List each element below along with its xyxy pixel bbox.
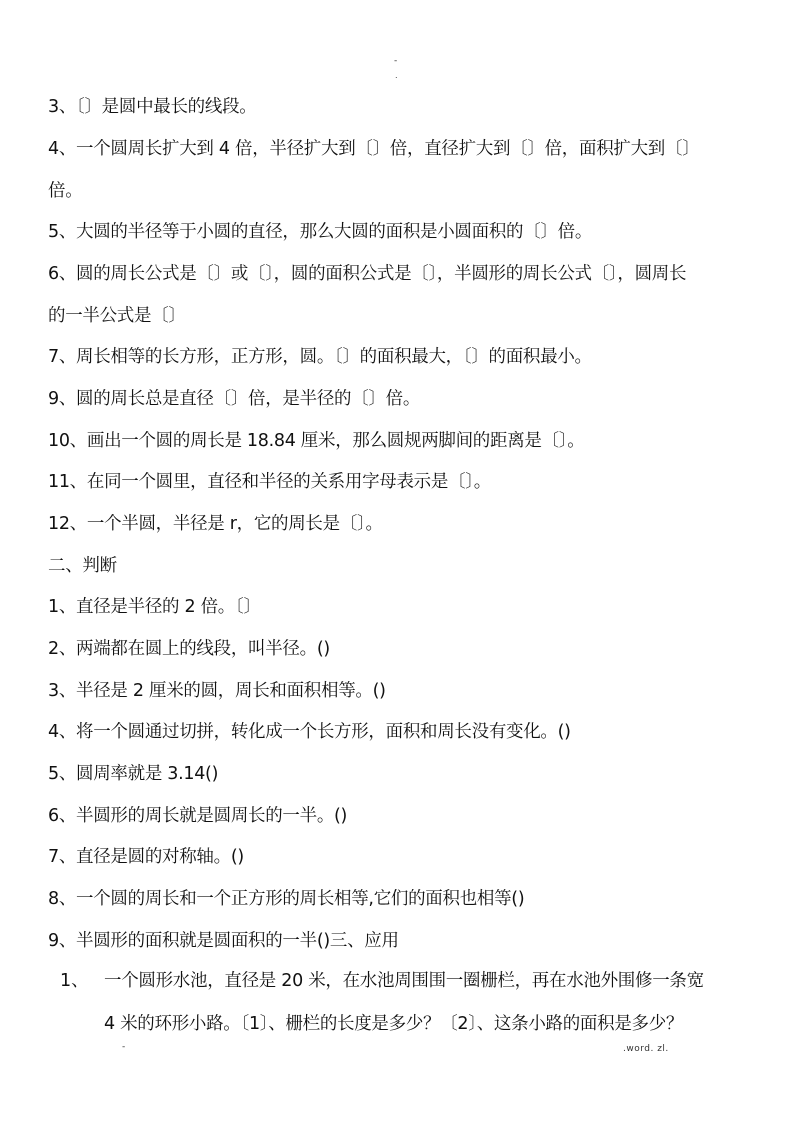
application-question-line: 4 米的环形小路。〔1〕、栅栏的长度是多少？〔2〕、这条小路的面积是多少？: [104, 1014, 684, 1034]
judge-item: 5、圆周率就是 3.14(): [48, 764, 219, 784]
question-line: 4、一个圆周长扩大到 4 倍，半径扩大到〔〕倍，直径扩大到〔〕倍，面积扩大到〔〕: [48, 139, 700, 159]
question-line: 倍。: [48, 181, 83, 201]
application-number: 1、: [60, 971, 89, 991]
judge-item: 7、直径是圆的对称轴。(): [48, 847, 244, 867]
question-line: 7、周长相等的长方形，正方形，圆。〔〕的面积最大，〔〕的面积最小。: [48, 347, 592, 367]
judge-item: 1、直径是半径的 2 倍。〔〕: [48, 597, 261, 617]
question-line: 的一半公式是〔〕: [48, 306, 186, 326]
judge-item: 4、将一个圆通过切拼，转化成一个长方形，面积和周长没有变化。(): [48, 722, 571, 742]
question-line: 11、在同一个圆里，直径和半径的关系用字母表示是〔〕。: [48, 472, 491, 492]
judge-item: 9、半圆形的面积就是圆面积的一半()三、应用: [48, 931, 399, 951]
header-mark: -: [394, 56, 398, 66]
question-line: 5、大圆的半径等于小圆的直径，那么大圆的面积是小圆面积的〔〕倍。: [48, 222, 593, 242]
question-line: 12、一个半圆，半径是 r，它的周长是〔〕。: [48, 514, 383, 534]
question-line: 6、圆的周长公式是〔〕或〔〕，圆的面积公式是〔〕，半圆形的周长公式〔〕，圆周长: [48, 264, 687, 284]
judge-item: 3、半径是 2 厘米的圆，周长和面积相等。(): [48, 681, 386, 701]
question-line: 10、画出一个圆的周长是 18.84 厘米，那么圆规两脚间的距离是〔〕。: [48, 431, 585, 451]
section-heading-judge: 二、判断: [48, 556, 117, 576]
footer-text: .word. zl.: [623, 1044, 669, 1054]
question-line: 3、〔〕是圆中最长的线段。: [48, 97, 257, 117]
footer-mark: -: [122, 1042, 126, 1052]
judge-item: 8、一个圆的周长和一个正方形的周长相等,它们的面积也相等(): [48, 889, 525, 909]
application-question-line: 一个圆形水池，直径是 20 米，在水池周围围一圈栅栏，再在水池外围修一条宽: [104, 971, 704, 991]
judge-item: 2、两端都在圆上的线段，叫半径。(): [48, 639, 330, 659]
judge-item: 6、半圆形的周长就是圆周长的一半。(): [48, 806, 348, 826]
header-dot: .: [395, 71, 398, 80]
question-line: 9、圆的周长总是直径〔〕倍，是半径的〔〕倍。: [48, 389, 421, 409]
